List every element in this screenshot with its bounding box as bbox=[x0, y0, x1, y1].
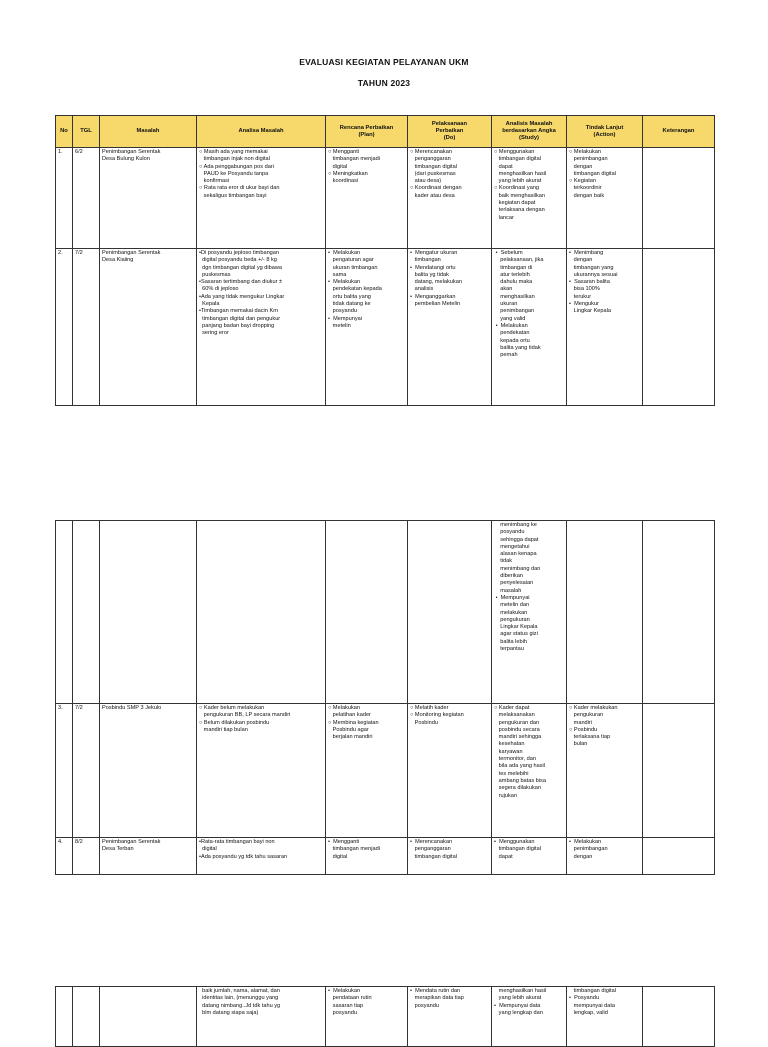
cell-analisis: • Sebelum pelaksanaan, jika timbangan di atur terlebih dahulu maka akan menghasilkan ukuran penimbangan yang valid • Melakukan pendekatan kepada ortu balita yang tidak pernah bbox=[492, 249, 567, 406]
cell-pelaksanaan: • Mengatur ukuran timbangan • Mendatangi ortu balita yg tidak datang, melakukan analisis • Menganggarkan pembelian Metelin bbox=[408, 249, 492, 406]
cell-keterangan bbox=[643, 987, 715, 1047]
table-row bbox=[56, 148, 715, 249]
evaluation-table-part-1 bbox=[55, 115, 715, 406]
header-rencana: Rencana Perbaikan (Plan) bbox=[326, 116, 408, 148]
document-year: TAHUN 2023 bbox=[357, 78, 411, 88]
cell-rencana bbox=[326, 521, 408, 704]
cell-rencana: • Melakukan pengaturan agar ukuran timbangan sama • Melakukan pendekatan kepada ortu balita yang tidak datang ke posyandu • Mempunyai metelin bbox=[326, 249, 408, 406]
evaluation-table-part-2 bbox=[55, 520, 715, 875]
cell-rencana: ○ Mengganti timbangan menjadi digital ○ Meningkatkan koordinasi bbox=[326, 148, 408, 249]
table-header-row bbox=[56, 116, 715, 148]
cell-keterangan bbox=[643, 838, 715, 875]
cell-analisis: menimbang ke posyandu sehingga dapat mengetahui alasan kenapa tidak menimbang dan diberikan penyelesaian masalah • Mempunyai metelin dan melakukan pengukuran Lingkar Kepala agar status gizi balita lebih terpantau bbox=[492, 521, 567, 704]
cell-rencana: • Mengganti timbangan menjadi digital bbox=[326, 838, 408, 875]
cell-tindak: • Menimbang dengan timbangan yang ukurannya sesuai • Sasaran balita bisa 100% terukur • Mengukur Lingkar Kepala bbox=[567, 249, 643, 406]
cell-analisa: •Rata-rata timbangan bayi non digital •Ada posyandu yg tdk tahu sasaran bbox=[197, 838, 326, 875]
table-row bbox=[56, 838, 715, 875]
cell-pelaksanaan: ○ Melatih kader ○ Monitoring kegiatan Posbindu bbox=[408, 704, 492, 838]
cell-tindak: timbangan digital • Posyandu mempunyai data lengkap, valid bbox=[567, 987, 643, 1047]
cell-keterangan bbox=[643, 521, 715, 704]
cell-analisis: ○ Menggunakan timbangan digital dapat menghasilkan hasil yang lebih akurat ○ Koordinasi yang baik menghasilkan kegiatan dapat terlaksana dengan lancar bbox=[492, 148, 567, 249]
cell-analisa: ○ Masih ada yang memakai timbangan injak non digital ○ Ada penggabungan pos dari PAUD ke Posyandu tanpa konfirmasi ○ Rata rata eror di ukur bayi dan sekaligus timbangan bayi bbox=[197, 148, 326, 249]
cell-tgl: 6/2 bbox=[73, 148, 100, 249]
cell-rencana: ○ Melakukan pelatihan kader ○ Membina kegiatan Posbindu agar berjalan mandiri bbox=[326, 704, 408, 838]
cell-tgl bbox=[73, 521, 100, 704]
cell-keterangan bbox=[643, 148, 715, 249]
cell-masalah bbox=[100, 987, 197, 1047]
cell-tgl: 7/2 bbox=[73, 249, 100, 406]
header-pelaksanaan: Pelaksanaan Perbaikan (Do) bbox=[408, 116, 492, 148]
cell-masalah: Penimbangan Serentak Desa Kiaiing bbox=[100, 249, 197, 406]
cell-no: 4. bbox=[56, 838, 73, 875]
cell-analisa: ○ Kader belum melakukan pengukuran BB, LP secara mandiri ○ Belum dilakukan posbindu mandiri tiap bulan bbox=[197, 704, 326, 838]
cell-analisis: ○ Kader dapat melaksanakan pengukuran dan posbindu secara mandiri sehingga kesehatan karyawan termonitor, dan bila ada yang hasil tes melebihi ambang batas bisa segera dilakukan rujukan bbox=[492, 704, 567, 838]
cell-analisa: •Di posyandu jeploso timbangan digital posyandu beda +/- 8 kg dgn timbangan digital yg dibawa puskesmas •Sasaran tertimbang dan diukur ± 60% di jeploso •Ada yang tidak mengukur Lingkar Kepala •Timbangan memakai dacin Krn timbangan digital dan pengukur panjang badan bayi dropping sering eror bbox=[197, 249, 326, 406]
header-keterangan: Keterangan bbox=[643, 116, 715, 148]
cell-masalah: Penimbangan Serentak Desa Terban bbox=[100, 838, 197, 875]
evaluation-table-part-3 bbox=[55, 986, 715, 1047]
cell-no: 1. bbox=[56, 148, 73, 249]
cell-tgl: 7/2 bbox=[73, 704, 100, 838]
header-analisis: Analisis Masalah berdasarkan Angka (Study) bbox=[492, 116, 567, 148]
cell-tgl bbox=[73, 987, 100, 1047]
cell-masalah bbox=[100, 521, 197, 704]
header-tgl: TGL bbox=[73, 116, 100, 148]
cell-pelaksanaan: • Mendata rutin dan merapikan data tiap posyandu bbox=[408, 987, 492, 1047]
header-masalah: Masalah bbox=[100, 116, 197, 148]
cell-pelaksanaan: ○ Merencanakan penganggaran timbangan digital (dari puskesmas atau desa) ○ Koordinasi dengan kader atau desa bbox=[408, 148, 492, 249]
cell-tindak: ○ Kader melakukan pengukuran mandiri ○ Posbindu terlaksana tiap bulan bbox=[567, 704, 643, 838]
table-row bbox=[56, 249, 715, 406]
cell-no: 2. bbox=[56, 249, 73, 406]
cell-rencana: • Melakukan pendataan rutin sasaran tiap posyandu bbox=[326, 987, 408, 1047]
cell-masalah: Posbindu SMP 3 Jekulo bbox=[100, 704, 197, 838]
cell-analisis: • Menggunakan timbangan digital dapat bbox=[492, 838, 567, 875]
cell-tgl: 8/2 bbox=[73, 838, 100, 875]
table-row bbox=[56, 704, 715, 838]
header-no: No bbox=[56, 116, 73, 148]
cell-tindak bbox=[567, 521, 643, 704]
header-tindak: Tindak Lanjut (Action) bbox=[567, 116, 643, 148]
header-analisa: Analisa Masalah bbox=[197, 116, 326, 148]
cell-tindak: ○ Melakukan penimbangan dengan timbangan digital ○ Kegiatan terkoordinir dengan baik bbox=[567, 148, 643, 249]
cell-masalah: Penimbangan Serentak Desa Bulung Kulon bbox=[100, 148, 197, 249]
cell-analisa bbox=[197, 521, 326, 704]
table-row bbox=[56, 987, 715, 1047]
cell-pelaksanaan: • Merencanakan penganggaran timbangan digital bbox=[408, 838, 492, 875]
document-title: EVALUASI KEGIATAN PELAYANAN UKM bbox=[299, 57, 469, 67]
cell-keterangan bbox=[643, 704, 715, 838]
cell-analisa: baik jumlah, nama, alamat, dan identitas lain, (menunggu yang datang nimbang..Jd tdk tahu yg blm datang siapa saja) bbox=[197, 987, 326, 1047]
cell-tindak: • Melakukan penimbangan dengan bbox=[567, 838, 643, 875]
table-row bbox=[56, 521, 715, 704]
cell-pelaksanaan bbox=[408, 521, 492, 704]
cell-analisis: menghasilkan hasil yang lebih akurat • Mempunyai data yang lengkap dan bbox=[492, 987, 567, 1047]
cell-keterangan bbox=[643, 249, 715, 406]
cell-no: 3. bbox=[56, 704, 73, 838]
cell-no bbox=[56, 987, 73, 1047]
cell-no bbox=[56, 521, 73, 704]
